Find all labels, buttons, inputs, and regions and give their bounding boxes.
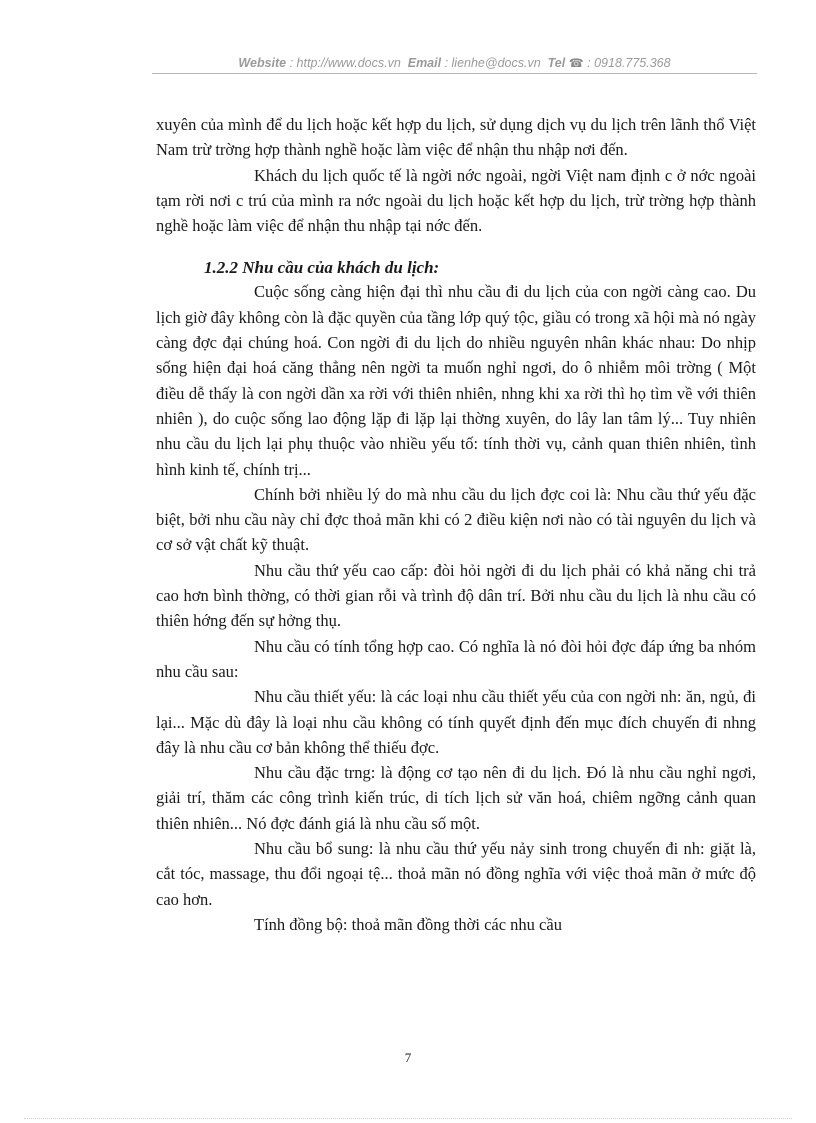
- website-url: : http://www.docs.vn: [289, 56, 401, 70]
- phone-icon: ☎: [568, 56, 584, 70]
- paragraph-essential-need: Nhu cầu thiết yếu: là các loại nhu cầu thiết yếu của con ngời nh: ăn, ngủ, đi lại... Mặc dù đây là loại nhu cầu không có tính quyết định đến mục đích chuyến đi nhng đây là nhu cầu cơ bản không thể thiếu đợc.: [156, 687, 756, 757]
- paragraph-synchrony: Tính đồng bộ: thoả mãn đồng thời các nhu cầu: [254, 914, 562, 934]
- paragraph-characteristic-need: Nhu cầu đặc trng: là động cơ tạo nên đi du lịch. Đó là nhu cầu nghỉ ngơi, giải trí, thăm các công trình kiến trúc, di tích lịch sử văn hoá, chiêm ngỡng cảnh quan thiên nhiên... Nó đợc đánh giá là nhu cầu số một.: [156, 763, 756, 833]
- paragraph-modern-life: Cuộc sống càng hiện đại thì nhu cầu đi du lịch của con ngời càng cao. Du lịch giờ đây không còn là đặc quyền của tầng lớp quý tộc, giầu có trong xã hội mà nó ngày càng đợc đại chúng hoá. Con ngời đi du lịch do nhiều nguyên nhân khác nhau: Do nhịp sống hiện đại hoá căng thẳng nên ngời ta muốn nghỉ ngơi, do ô nhiễm môi trờng ( Một điều dễ thấy là con ngời dần xa rời với thiên nhiên, nhng khi xa rời thì họ tìm về với thiên nhiên ), do cuộc sống lao động lặp đi lặp lại thờng xuyên, do lây lan tâm lý... Tuy nhiên nhu cầu du lịch lại phụ thuộc vào nhiều yếu tố: tính thời vụ, cảnh quan thiên nhiên, tình hình kinh tế, chính trị...: [156, 282, 756, 479]
- document-body: [156, 112, 756, 937]
- paragraph-international-tourist: Khách du lịch quốc tế là ngời nớc ngoài, ngời Việt nam định c ở nớc ngoài tạm rời nơi c trú của mình ra nớc ngoài du lịch hoặc kết hợp du lịch, trừ trờng hợp thành nghề hoặc làm việc để nhận thu nhập tại nớc đến.: [156, 165, 756, 236]
- paragraph-synthetic-need: Nhu cầu có tính tổng hợp cao. Có nghĩa là nó đòi hỏi đợc đáp ứng ba nhóm nhu cầu sau:: [156, 636, 756, 681]
- page-bottom-divider: [24, 1118, 792, 1119]
- email-address: : lienhe@docs.vn: [444, 56, 541, 70]
- tel-number: : 0918.775.368: [587, 56, 671, 70]
- website-label: Website: [238, 56, 287, 70]
- page-header: [152, 56, 757, 74]
- page-number: 7: [404, 1050, 412, 1065]
- email-label: Email: [407, 56, 442, 70]
- section-heading: 1.2.2 Nhu cầu của khách du lịch:: [204, 258, 440, 278]
- paragraph-supplementary-need: Nhu cầu bổ sung: là nhu cầu thứ yếu nảy sinh trong chuyến đi nh: giặt là, cắt tóc, massage, thu đổi ngoại tệ... thoả mãn nó đồng nghĩa với việc thoả mãn ở mức độ cao hơn.: [156, 839, 756, 909]
- paragraph-special-need: Chính bởi nhiều lý do mà nhu cầu du lịch đợc coi là: Nhu cầu thứ yếu đặc biệt, bởi nhu cầu này chỉ đợc thoả mãn khi có 2 điều kiện nơi nào có tài nguyên du lịch và cơ sở vật chất kỹ thuật.: [156, 484, 756, 555]
- paragraph-continuation: xuyên của mình để du lịch hoặc kết hợp du lịch, sử dụng dịch vụ du lịch trên lãnh thổ Việt Nam trừ trờng hợp thành nghề hoặc làm việc để nhận thu nhập nơi đến.: [156, 115, 756, 160]
- paragraph-high-class-need: Nhu cầu thứ yếu cao cấp: đòi hỏi ngời đi du lịch phải có khả năng chi trả cao hơn bình thờng, có thời gian rỗi và trình độ dân trí. Bởi nhu cầu du lịch là nhu cầu có thiên hớng đến sự hởng thụ.: [156, 560, 756, 631]
- tel-label: Tel: [547, 56, 566, 70]
